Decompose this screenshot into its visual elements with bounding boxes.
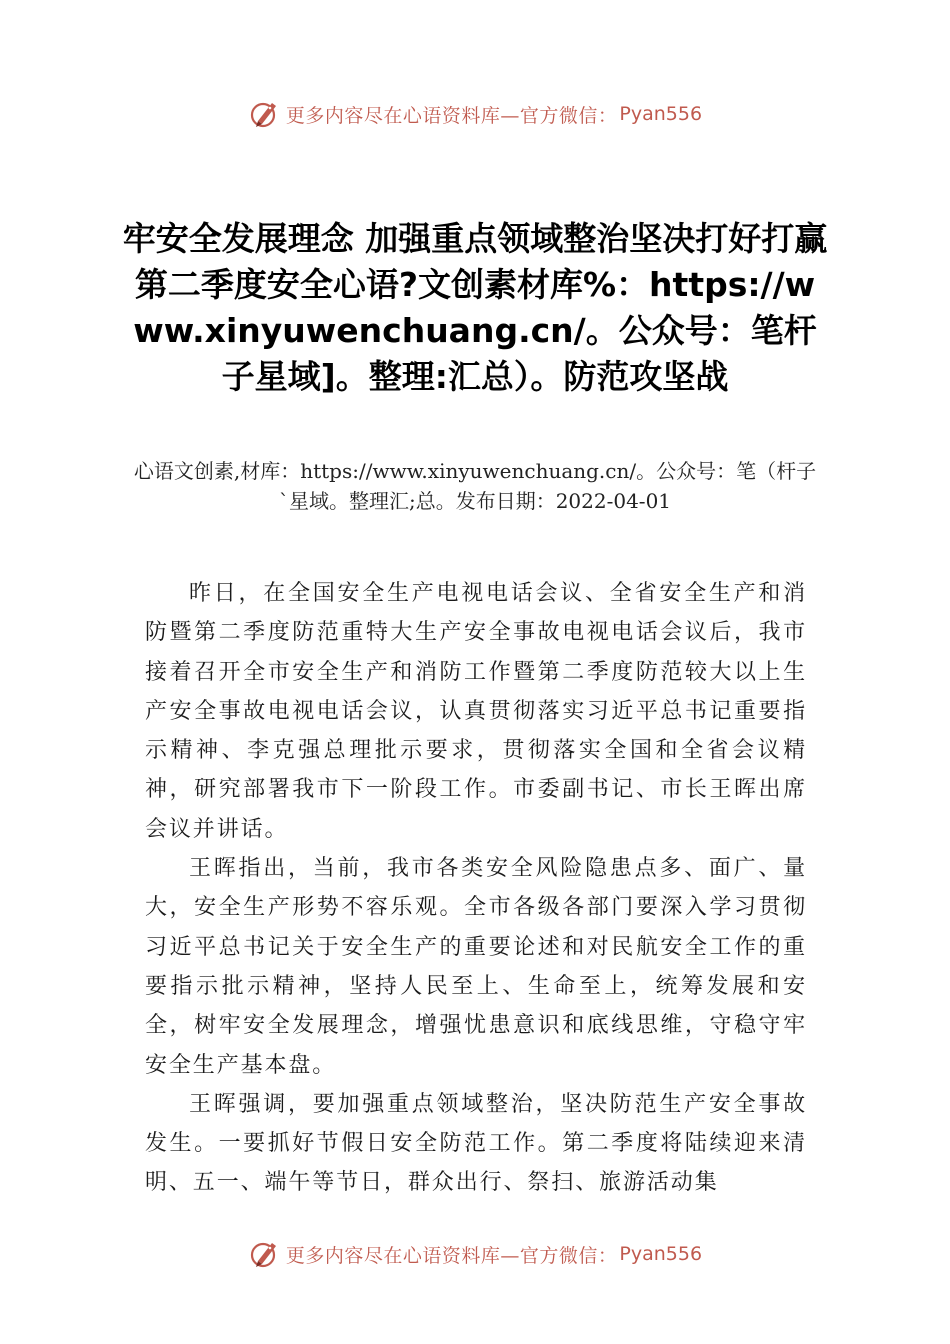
paragraph: 昨日，在全国安全生产电视电话会议、全省安全生产和消防暨第二季度防范重特大生产安全事故电视电话会议后，我市接着召开全市安全生产和消防工作暨第二季度防范较大以上生产安全事故电视电话会议，认真贯彻落实习近平总书记重要指示精神、李克强总理批示要求，贯彻落实全国和全省会议精神，研究部署我市下一阶段工作。市委副书记、市长王晖出席会议并讲话。 bbox=[145, 581, 807, 842]
document-meta: 心语文创素,材库：https://www.xinyuwenchuang.cn/。公众号：笔（杆子`星域。整理汇;总。发布日期：2022-04-01 bbox=[133, 459, 817, 513]
pen-nib-circle-icon bbox=[248, 97, 282, 131]
footer-banner bbox=[0, 1234, 950, 1274]
banner-wechat-id: Pyan556 bbox=[619, 1243, 703, 1265]
document-body bbox=[145, 574, 807, 1203]
document-title: 牢安全发展理念 加强重点领域整治坚决打好打赢第二季度安全心语?文创素材库%：https://www.xinyuwenchuang.cn/。公众号：笔杆子星域]。整理:汇总）。防范攻坚战 bbox=[122, 219, 828, 396]
paragraph: 王晖强调，要加强重点领域整治，坚决防范生产安全事故发生。一要抓好节假日安全防范工作。第二季度将陆续迎来清明、五一、端午等节日，群众出行、祭扫、旅游活动集 bbox=[145, 1091, 807, 1196]
pen-nib-circle-icon bbox=[248, 1237, 282, 1271]
banner-text: 更多内容尽在心语资料库—官方微信： bbox=[285, 1244, 618, 1267]
banner-text: 更多内容尽在心语资料库—官方微信： bbox=[285, 104, 618, 127]
header-banner bbox=[0, 94, 950, 134]
paragraph: 王晖指出，当前，我市各类安全风险隐患点多、面广、量大，安全生产形势不容乐观。全市各级各部门要深入学习贯彻习近平总书记关于安全生产的重要论述和对民航安全工作的重要指示批示精神，坚持人民至上、生命至上，统筹发展和安全，树牢安全发展理念，增强忧患意识和底线思维，守稳守牢安全生产基本盘。 bbox=[145, 856, 807, 1078]
banner-wechat-id: Pyan556 bbox=[619, 103, 703, 125]
